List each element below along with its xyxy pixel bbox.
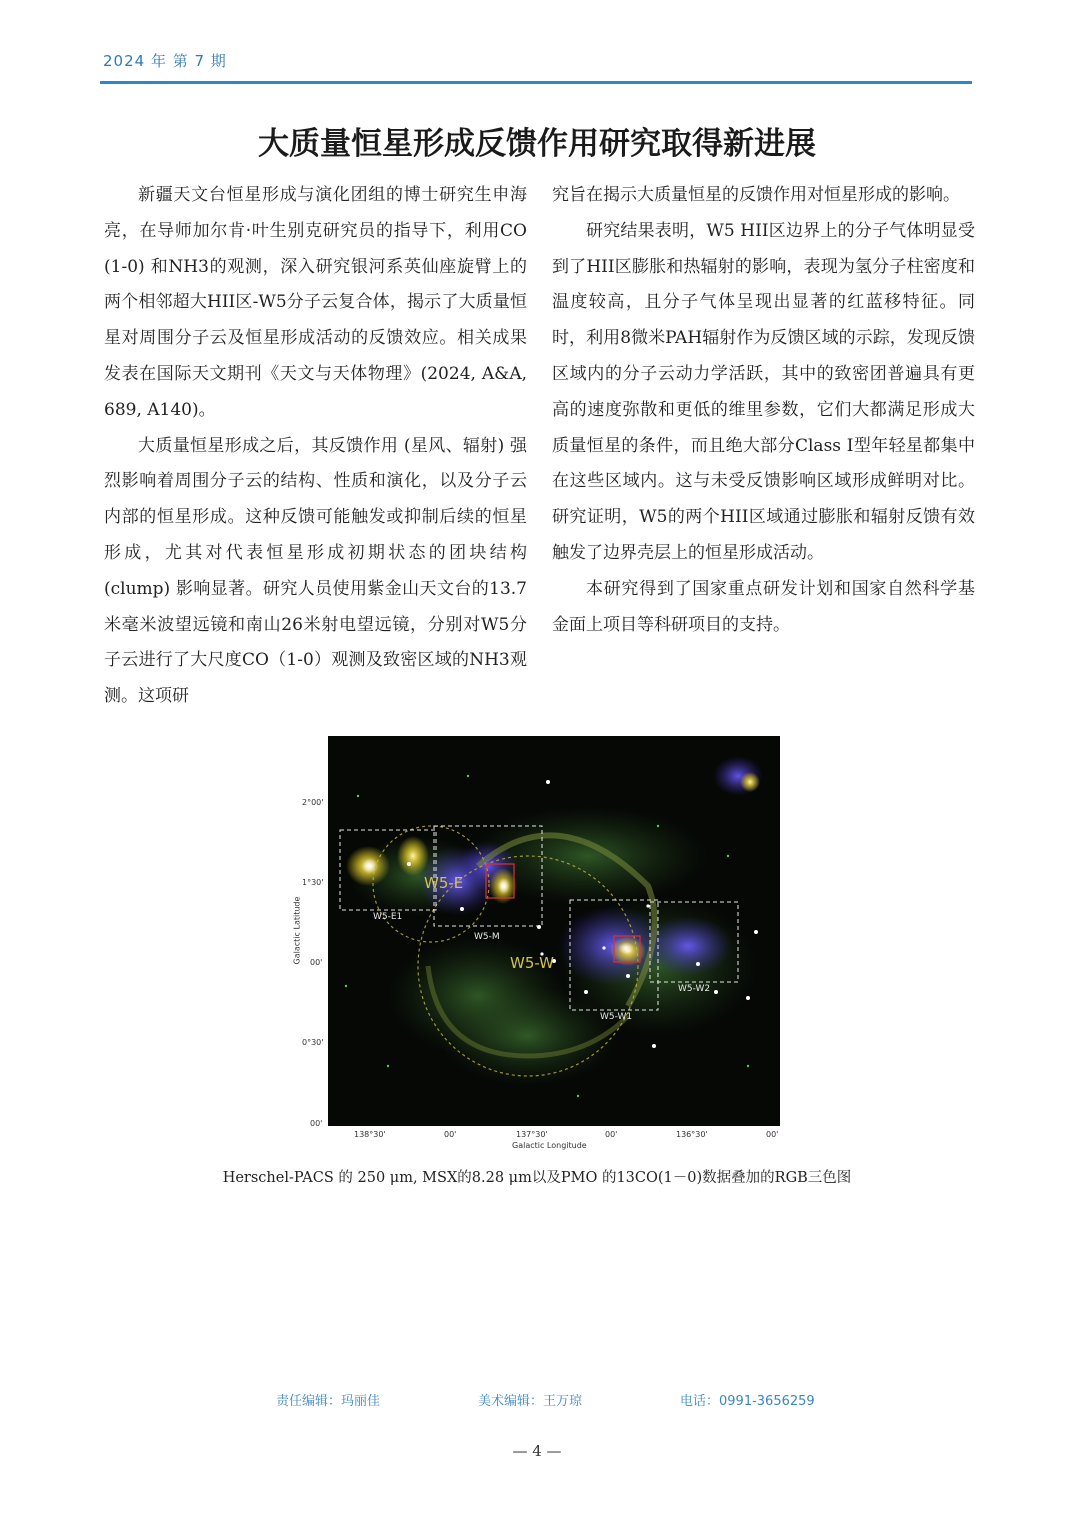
footer-art-editor: 美术编辑：王万琼 xyxy=(478,1394,583,1409)
paragraph-intro: 新疆天文台恒星形成与演化团组的博士研究生申海亮，在导师加尔肯·叶生别克研究员的指导下，利用CO (1-0) 和NH3的观测，深入研究银河系英仙座旋臂上的两个相邻超大HII区-W5分子云复合体，揭示了大质量恒星对周围分子云及恒星形成活动的反馈效应。相关成果发表在国际天文期刊《天文与天体物理》(2024, A&A, 689, A140)。 xyxy=(104,185,527,420)
region-label-w5w2: W5-W2 xyxy=(678,984,711,994)
footer-editor: 责任编辑：玛丽佳 xyxy=(276,1394,381,1409)
paragraph-background: 大质量恒星形成之后，其反馈作用 (星风、辐射) 强烈影响着周围分子云的结构、性质和演化，以及分子云内部的恒星形成。这种反馈可能触发或抑制后续的恒星形成，尤其对代表恒星形成初期状态的团块结构 (clump) 影响显著。研究人员使用紫金山天文台的13.7米毫米波望远镜和南山26米射电望远镜，分别对W5分子云进行了大尺度CO（1-0）观测及致密区域的NH3观测。这项研 xyxy=(104,435,527,707)
x-tick-label: 137°30' xyxy=(516,1130,548,1139)
region-label-w5w: W5-W xyxy=(510,954,555,972)
x-tick-label: 00' xyxy=(605,1130,618,1139)
sky-image xyxy=(328,736,780,1126)
paragraph-results: 研究结果表明，W5 HII区边界上的分子气体明显受到了HII区膨胀和热辐射的影响，表现为氢分子柱密度和温度较高，且分子气体呈现出显著的红蓝移特征。同时，利用8微米PAH辐射作为反馈区域的示踪，发现反馈区域内的分子云动力学活跃，其中的致密团普遍具有更高的速度弥散和更低的维里参数，它们大都满足形成大质量恒星的条件，而且绝大部分Class I型年轻星都集中在这些区域内。这与未受反馈影响区域形成鲜明对比。研究证明，W5的两个HII区域通过膨胀和辐射反馈有效触发了边界壳层上的恒星形成活动。 xyxy=(552,220,975,563)
header-divider xyxy=(100,81,972,84)
y-tick-label: 2°00' xyxy=(302,798,324,807)
x-tick-label: 00' xyxy=(444,1130,457,1139)
y-tick-label: 0°30' xyxy=(302,1038,324,1047)
footer-phone: 电话：0991-3656259 xyxy=(680,1394,815,1409)
region-label-w5e1: W5-E1 xyxy=(373,912,403,922)
x-tick-label: 138°30' xyxy=(354,1130,386,1139)
y-tick-label: 00' xyxy=(310,1119,323,1128)
article-title: 大质量恒星形成反馈作用研究取得新进展 xyxy=(258,126,816,162)
region-label-w5e: W5-E xyxy=(424,874,464,892)
left-column xyxy=(104,178,527,715)
paragraph-funding: 本研究得到了国家重点研发计划和国家自然科学基金面上项目等科研项目的支持。 xyxy=(552,578,975,635)
region-label-w5m: W5-M xyxy=(474,932,500,942)
x-axis-title: Galactic Longitude xyxy=(512,1141,587,1150)
x-tick-label: 00' xyxy=(766,1130,779,1139)
region-label-w5w1: W5-W1 xyxy=(600,1012,633,1022)
rgb-composite-figure xyxy=(282,736,782,1156)
issue-label: 2024 年 第 7 期 xyxy=(103,52,227,70)
right-column xyxy=(552,178,975,643)
y-tick-label: 00' xyxy=(310,958,323,967)
y-tick-label: 1°30' xyxy=(302,878,324,887)
x-tick-label: 136°30' xyxy=(676,1130,708,1139)
page-number: — 4 — xyxy=(512,1442,562,1460)
figure-caption: Herschel-PACS 的 250 μm, MSX的8.28 μm以及PMO 的13CO(1－0)数据叠加的RGB三色图 xyxy=(222,1170,852,1186)
y-axis-title: Galactic Latitude xyxy=(292,896,302,965)
paragraph-background-continued: 究旨在揭示大质量恒星的反馈作用对恒星形成的影响。 xyxy=(552,185,960,205)
